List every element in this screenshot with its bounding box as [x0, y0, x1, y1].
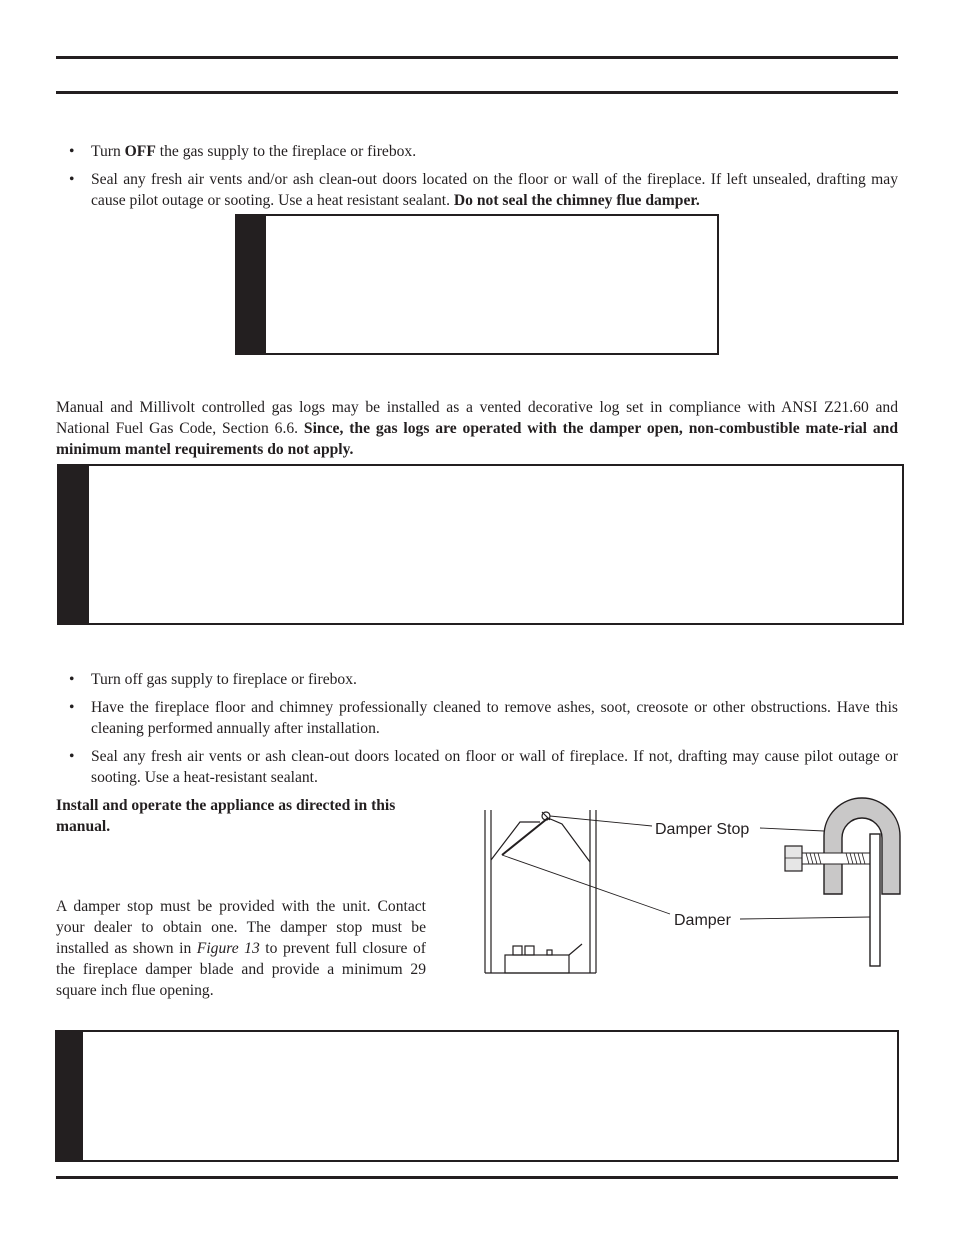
clamp-bolt-head [785, 846, 802, 871]
log-block-1 [513, 946, 522, 955]
throat-left [491, 822, 540, 860]
leader-line-clamp [760, 828, 824, 831]
clamp-u-bracket [824, 798, 900, 894]
grate [505, 955, 569, 973]
leader-line-damper-stop [550, 816, 652, 826]
footer-rule [56, 1176, 898, 1179]
figure-label-damper: Damper [674, 912, 731, 929]
clamp-detail [785, 798, 900, 966]
vented-log-paragraph: Manual and Millivolt controlled gas logs may be installed as a vented decorative log set in compliance with ANSI Z21.60 and National Fuel Gas Code, Section 6.6. Since, the gas logs are operated with the damper open, non-combustible mate-rial and minimum mantel requirements do not apply. [56, 399, 898, 458]
bullet-clean-chimney: • Have the fireplace floor and chimney professionally cleaned to remove ashes, soot, creosote or other obstructions. Have this cleaning performed annually after installation. [56, 697, 898, 739]
notice-box-3 [55, 1030, 899, 1162]
notice-box-3-bar [57, 1032, 83, 1160]
clamp-damper-blade [870, 834, 880, 966]
damper-stop-paragraph: A damper stop must be provided with the unit. Contact your dealer to obtain one. The damper stop must be installed as shown in Figure 13 to prevent full closure of the fireplace damper blade and provide a minimum 29 square inch flue opening. [56, 898, 426, 999]
leader-line-damper [502, 855, 670, 914]
log-block-2 [525, 946, 534, 955]
bullet-turn-off-supply: • Turn off gas supply to fireplace or firebox. [56, 669, 898, 690]
bullet-turn-off-gas: • Turn OFF the gas supply to the fireplace or firebox. [56, 141, 898, 162]
bullet-seal-vents: • Seal any fresh air vents and/or ash clean-out doors located on the floor or wall of the fireplace. If left unsealed, drafting may cause pilot outage or sooting. Use a heat resistant sealant. Do not seal the chimney flue damper. [56, 169, 898, 211]
burner-lip [569, 944, 582, 955]
leader-line-blade [740, 917, 870, 919]
install-note: Install and operate the appliance as directed in this manual. [56, 797, 396, 835]
throat-right [548, 818, 590, 862]
log-block-3 [547, 950, 552, 955]
figure-label-damper-stop: Damper Stop [655, 821, 750, 838]
bullet-seal-clean-out: • Seal any fresh air vents or ash clean-out doors located on floor or wall of fireplace. If not, drafting may cause pilot outage or sooting. Use a heat-resistant sealant. [56, 746, 898, 788]
